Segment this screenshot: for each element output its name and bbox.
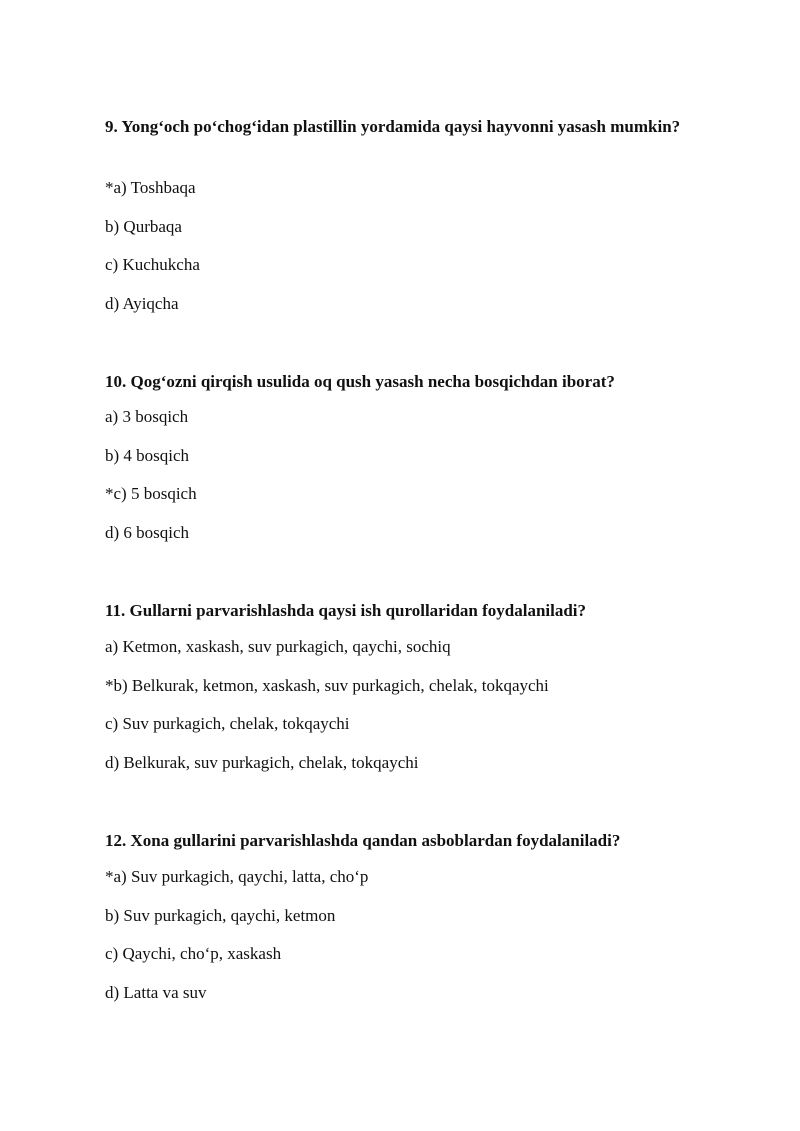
question-11-option-c: c) Suv purkagich, chelak, tokqaychi <box>105 714 350 733</box>
question-9-option-a: *a) Toshbaqa <box>105 178 196 197</box>
question-9-block <box>105 114 743 313</box>
question-10-block <box>105 369 743 542</box>
question-11-block <box>105 598 743 772</box>
question-12-option-a: *a) Suv purkagich, qaychi, latta, cho‘p <box>105 867 369 886</box>
question-12-text: 12. Xona gullarini parvarishlashda qandan asboblardan foydalaniladi? <box>105 831 621 850</box>
question-11-text: 11. Gullarni parvarishlashda qaysi ish qurollaridan foydalaniladi? <box>105 601 587 620</box>
question-10-option-b: b) 4 bosqich <box>105 446 190 465</box>
question-10-option-c: *c) 5 bosqich <box>105 484 197 503</box>
question-9-text: 9. Yong‘och po‘chog‘idan plastillin yordamida qaysi hayvonni yasash mumkin? <box>105 117 681 136</box>
question-12-block <box>105 828 743 1002</box>
question-10-option-d: d) 6 bosqich <box>105 523 190 542</box>
question-11-option-d: d) Belkurak, suv purkagich, chelak, tokqaychi <box>105 753 419 772</box>
question-9-option-b: b) Qurbaqa <box>105 217 182 236</box>
question-10-option-a: a) 3 bosqich <box>105 407 189 426</box>
question-12-option-d: d) Latta va suv <box>105 983 207 1002</box>
question-10-text: 10. Qog‘ozni qirqish usulida oq qush yasash necha bosqichdan iborat? <box>105 372 615 391</box>
question-9-option-d: d) Ayiqcha <box>105 294 179 313</box>
question-11-option-a: a) Ketmon, xaskash, suv purkagich, qaychi, sochiq <box>105 637 451 656</box>
question-12-option-b: b) Suv purkagich, qaychi, ketmon <box>105 906 336 925</box>
question-9-option-c: c) Kuchukcha <box>105 255 200 274</box>
question-12-option-c: c) Qaychi, cho‘p, xaskash <box>105 944 282 963</box>
question-11-option-b: *b) Belkurak, ketmon, xaskash, suv purkagich, chelak, tokqaychi <box>105 676 549 695</box>
